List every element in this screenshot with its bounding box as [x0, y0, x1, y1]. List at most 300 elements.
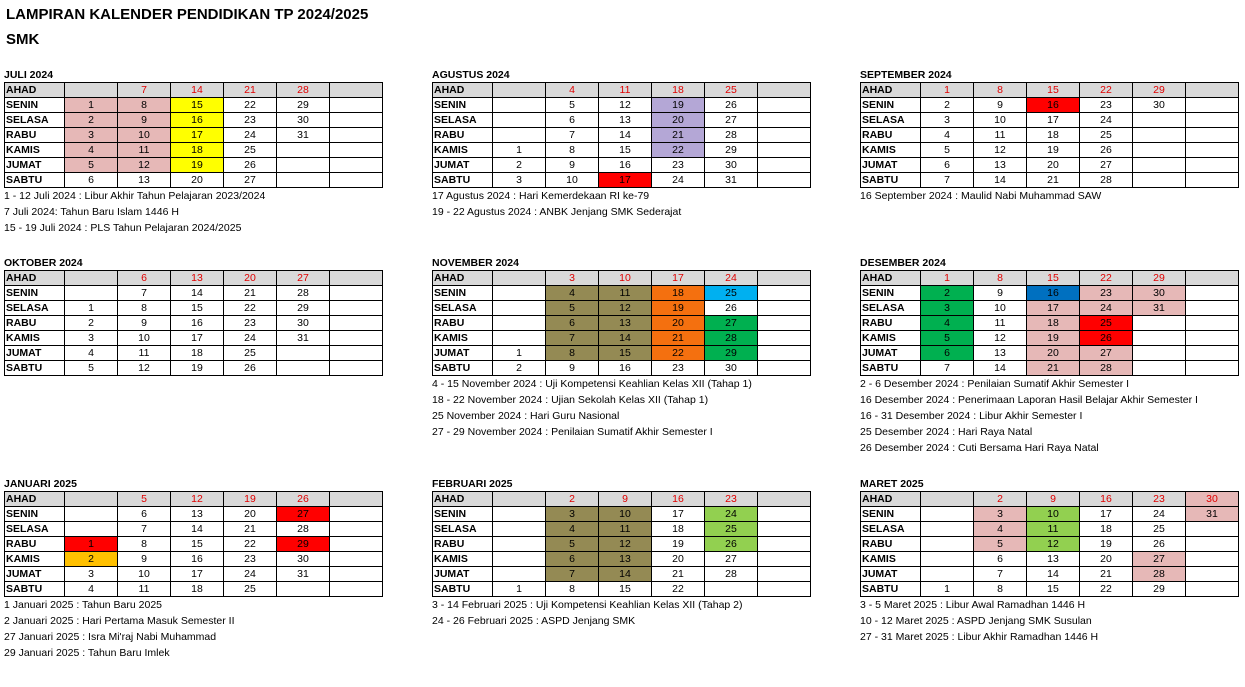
date-cell: 22 [652, 582, 705, 597]
date-cell: 28 [277, 83, 330, 98]
date-cell: 27 [705, 316, 758, 331]
date-cell: 18 [652, 83, 705, 98]
date-cell [758, 158, 811, 173]
date-cell [330, 537, 383, 552]
date-cell [277, 582, 330, 597]
date-cell: 30 [1186, 492, 1239, 507]
day-label: AHAD [5, 492, 65, 507]
date-cell: 17 [652, 271, 705, 286]
date-cell: 29 [277, 301, 330, 316]
day-row [861, 316, 1239, 331]
date-cell: 27 [224, 173, 277, 188]
date-cell: 24 [1133, 507, 1186, 522]
day-label: SELASA [861, 522, 921, 537]
date-cell: 10 [118, 128, 171, 143]
date-cell: 9 [118, 316, 171, 331]
date-cell [330, 158, 383, 173]
day-label: RABU [5, 128, 65, 143]
date-cell: 8 [974, 271, 1027, 286]
day-label: SABTU [5, 361, 65, 376]
day-label: RABU [5, 537, 65, 552]
month-table [432, 82, 811, 188]
note-item: 18 - 22 November 2024 : Ujian Sekolah Kelas XII (Tahap 1) [432, 394, 709, 406]
date-cell: 18 [171, 582, 224, 597]
day-label: SENIN [433, 286, 493, 301]
date-cell: 1 [65, 301, 118, 316]
date-cell [493, 98, 546, 113]
date-cell: 4 [546, 522, 599, 537]
date-cell: 25 [705, 522, 758, 537]
note-item: 25 November 2024 : Hari Guru Nasional [432, 410, 620, 422]
date-cell [758, 128, 811, 143]
date-cell [758, 331, 811, 346]
date-cell [1186, 582, 1239, 597]
date-cell: 29 [277, 537, 330, 552]
day-label: SELASA [433, 113, 493, 128]
date-cell: 1 [493, 582, 546, 597]
date-cell: 24 [1080, 113, 1133, 128]
date-cell [758, 522, 811, 537]
date-cell: 29 [705, 346, 758, 361]
date-cell: 9 [546, 158, 599, 173]
date-cell: 16 [1080, 492, 1133, 507]
day-label: RABU [861, 316, 921, 331]
date-cell: 26 [1080, 143, 1133, 158]
day-label: KAMIS [433, 143, 493, 158]
date-cell [1133, 113, 1186, 128]
date-cell: 22 [1080, 83, 1133, 98]
date-cell [1133, 361, 1186, 376]
date-cell [1133, 331, 1186, 346]
note-item: 1 Januari 2025 : Tahun Baru 2025 [4, 599, 163, 611]
note-item: 7 Juli 2024: Tahun Baru Islam 1446 H [4, 206, 179, 218]
day-row [433, 361, 811, 376]
note-item: 16 September 2024 : Maulid Nabi Muhammad SAW [860, 190, 1102, 202]
date-cell [65, 492, 118, 507]
day-row [5, 143, 383, 158]
date-cell: 10 [599, 271, 652, 286]
date-cell [1186, 271, 1239, 286]
date-cell: 11 [118, 346, 171, 361]
day-row [5, 361, 383, 376]
date-cell: 7 [921, 173, 974, 188]
date-cell: 12 [1027, 537, 1080, 552]
day-row [861, 346, 1239, 361]
date-cell: 11 [599, 522, 652, 537]
note-item: 2 Januari 2025 : Hari Pertama Masuk Semester II [4, 615, 235, 627]
date-cell: 21 [224, 522, 277, 537]
day-row [5, 316, 383, 331]
date-cell: 9 [118, 113, 171, 128]
date-cell: 7 [118, 83, 171, 98]
month-notes [860, 376, 1238, 456]
date-cell: 17 [652, 507, 705, 522]
date-cell: 18 [652, 522, 705, 537]
date-cell: 11 [974, 316, 1027, 331]
date-cell [758, 113, 811, 128]
date-cell [277, 173, 330, 188]
date-cell [65, 522, 118, 537]
day-row [5, 582, 383, 597]
date-cell: 23 [224, 316, 277, 331]
day-row [5, 128, 383, 143]
date-cell [493, 301, 546, 316]
date-cell: 19 [1027, 331, 1080, 346]
day-label: SENIN [5, 507, 65, 522]
month-block [4, 478, 382, 661]
date-cell: 26 [705, 98, 758, 113]
date-cell: 1 [921, 582, 974, 597]
date-cell: 19 [171, 361, 224, 376]
date-cell: 5 [546, 98, 599, 113]
date-cell: 10 [546, 173, 599, 188]
date-cell: 23 [224, 113, 277, 128]
day-label: KAMIS [433, 331, 493, 346]
month-notes [432, 376, 810, 440]
date-cell [921, 522, 974, 537]
day-row [433, 271, 811, 286]
date-cell: 22 [224, 98, 277, 113]
date-cell: 31 [277, 128, 330, 143]
day-row [433, 346, 811, 361]
note-item: 27 Januari 2025 : Isra Mi'raj Nabi Muhammad [4, 631, 217, 643]
month-title: NOVEMBER 2024 [432, 257, 519, 269]
date-cell: 20 [652, 113, 705, 128]
date-cell: 25 [224, 346, 277, 361]
date-cell: 8 [546, 143, 599, 158]
date-cell: 27 [705, 552, 758, 567]
date-cell: 20 [1027, 158, 1080, 173]
date-cell: 2 [65, 113, 118, 128]
date-cell [921, 507, 974, 522]
date-cell [758, 507, 811, 522]
date-cell: 17 [171, 331, 224, 346]
day-row [5, 301, 383, 316]
date-cell: 21 [652, 331, 705, 346]
date-cell [330, 143, 383, 158]
date-cell [330, 271, 383, 286]
date-cell [758, 316, 811, 331]
date-cell: 18 [1027, 316, 1080, 331]
date-cell: 7 [546, 567, 599, 582]
date-cell [1186, 98, 1239, 113]
date-cell: 2 [974, 492, 1027, 507]
date-cell: 19 [652, 98, 705, 113]
day-row [5, 552, 383, 567]
day-label: RABU [433, 537, 493, 552]
date-cell: 13 [599, 113, 652, 128]
date-cell: 6 [921, 346, 974, 361]
date-cell: 17 [1080, 507, 1133, 522]
date-cell: 22 [224, 537, 277, 552]
date-cell [330, 173, 383, 188]
date-cell: 12 [171, 492, 224, 507]
date-cell [1186, 113, 1239, 128]
date-cell: 10 [974, 113, 1027, 128]
date-cell: 6 [546, 316, 599, 331]
date-cell: 21 [224, 286, 277, 301]
date-cell: 31 [277, 567, 330, 582]
date-cell: 15 [1027, 271, 1080, 286]
day-row [433, 492, 811, 507]
day-row [861, 582, 1239, 597]
day-row [433, 128, 811, 143]
day-label: KAMIS [5, 552, 65, 567]
day-row [861, 567, 1239, 582]
date-cell: 23 [1080, 98, 1133, 113]
date-cell [1186, 331, 1239, 346]
day-label: SELASA [433, 301, 493, 316]
date-cell: 5 [921, 143, 974, 158]
date-cell [330, 128, 383, 143]
note-item: 2 - 6 Desember 2024 : Penilaian Sumatif Akhir Semester I [860, 378, 1130, 390]
date-cell [493, 492, 546, 507]
date-cell: 20 [224, 507, 277, 522]
date-cell: 14 [171, 83, 224, 98]
day-row [861, 113, 1239, 128]
date-cell: 13 [171, 271, 224, 286]
date-cell: 20 [224, 271, 277, 286]
date-cell: 31 [1186, 507, 1239, 522]
date-cell [330, 507, 383, 522]
day-label: JUMAT [433, 346, 493, 361]
date-cell: 18 [1080, 522, 1133, 537]
month-title: OKTOBER 2024 [4, 257, 83, 269]
date-cell [1186, 361, 1239, 376]
date-cell: 8 [974, 582, 1027, 597]
month-title: FEBRUARI 2025 [432, 478, 513, 490]
note-item: 3 - 5 Maret 2025 : Libur Awal Ramadhan 1446 H [860, 599, 1086, 611]
day-row [861, 143, 1239, 158]
day-label: SENIN [5, 98, 65, 113]
date-cell [758, 537, 811, 552]
date-cell: 27 [1080, 346, 1133, 361]
page-title: LAMPIRAN KALENDER PENDIDIKAN TP 2024/2025 [6, 6, 369, 23]
date-cell: 29 [1133, 582, 1186, 597]
day-row [5, 522, 383, 537]
date-cell: 6 [65, 173, 118, 188]
month-title: JANUARI 2025 [4, 478, 77, 490]
day-label: JUMAT [861, 346, 921, 361]
month-table [432, 270, 811, 376]
day-row [5, 271, 383, 286]
date-cell: 24 [1080, 301, 1133, 316]
date-cell: 21 [652, 128, 705, 143]
date-cell: 4 [65, 346, 118, 361]
date-cell: 7 [546, 331, 599, 346]
date-cell [330, 113, 383, 128]
date-cell: 23 [1080, 286, 1133, 301]
month-title: JULI 2024 [4, 69, 54, 81]
day-row [861, 83, 1239, 98]
date-cell [1186, 128, 1239, 143]
day-label: KAMIS [5, 331, 65, 346]
date-cell: 3 [974, 507, 1027, 522]
date-cell: 7 [921, 361, 974, 376]
date-cell: 30 [705, 361, 758, 376]
date-cell: 16 [599, 361, 652, 376]
date-cell: 12 [599, 301, 652, 316]
note-item: 15 - 19 Juli 2024 : PLS Tahun Pelajaran 2024/2025 [4, 222, 242, 234]
date-cell: 6 [974, 552, 1027, 567]
day-row [433, 113, 811, 128]
date-cell: 30 [277, 113, 330, 128]
date-cell: 24 [705, 507, 758, 522]
date-cell: 28 [705, 331, 758, 346]
date-cell: 30 [1133, 98, 1186, 113]
note-item: 25 Desember 2024 : Hari Raya Natal [860, 426, 1033, 438]
date-cell: 30 [277, 552, 330, 567]
day-label: RABU [861, 128, 921, 143]
date-cell [277, 143, 330, 158]
date-cell [1186, 158, 1239, 173]
date-cell: 28 [277, 522, 330, 537]
date-cell: 20 [652, 316, 705, 331]
date-cell: 16 [171, 552, 224, 567]
date-cell: 16 [171, 113, 224, 128]
day-row [433, 143, 811, 158]
date-cell: 11 [599, 83, 652, 98]
date-cell: 5 [546, 301, 599, 316]
date-cell: 22 [1080, 582, 1133, 597]
date-cell: 14 [171, 522, 224, 537]
date-cell [758, 98, 811, 113]
date-cell [921, 552, 974, 567]
date-cell: 27 [1080, 158, 1133, 173]
date-cell [330, 346, 383, 361]
date-cell: 14 [599, 331, 652, 346]
day-row [861, 158, 1239, 173]
day-label: SENIN [433, 507, 493, 522]
date-cell: 21 [224, 83, 277, 98]
date-cell: 16 [1027, 286, 1080, 301]
date-cell [493, 552, 546, 567]
date-cell: 23 [705, 492, 758, 507]
date-cell: 4 [65, 582, 118, 597]
date-cell: 29 [705, 143, 758, 158]
date-cell: 1 [493, 143, 546, 158]
date-cell: 4 [65, 143, 118, 158]
day-row [861, 492, 1239, 507]
day-row [861, 301, 1239, 316]
date-cell: 6 [118, 507, 171, 522]
date-cell [1186, 316, 1239, 331]
date-cell: 24 [224, 567, 277, 582]
day-row [5, 507, 383, 522]
day-row [5, 331, 383, 346]
date-cell [65, 271, 118, 286]
note-item: 16 - 31 Desember 2024 : Libur Akhir Semester I [860, 410, 1083, 422]
date-cell: 6 [118, 271, 171, 286]
month-block [432, 69, 810, 220]
date-cell: 25 [705, 286, 758, 301]
date-cell: 30 [1133, 286, 1186, 301]
date-cell [758, 552, 811, 567]
date-cell [1186, 567, 1239, 582]
day-label: SELASA [5, 301, 65, 316]
day-row [433, 582, 811, 597]
month-notes [432, 597, 810, 629]
date-cell [758, 582, 811, 597]
day-label: SENIN [861, 98, 921, 113]
date-cell: 2 [546, 492, 599, 507]
date-cell [493, 271, 546, 286]
day-label: SABTU [433, 361, 493, 376]
date-cell: 12 [974, 331, 1027, 346]
date-cell: 6 [921, 158, 974, 173]
date-cell [277, 361, 330, 376]
day-row [861, 286, 1239, 301]
month-table [4, 82, 383, 188]
date-cell: 10 [118, 331, 171, 346]
date-cell: 27 [1133, 552, 1186, 567]
date-cell: 15 [171, 301, 224, 316]
date-cell: 19 [1027, 143, 1080, 158]
day-label: AHAD [861, 271, 921, 286]
month-block [4, 69, 382, 236]
day-row [433, 286, 811, 301]
date-cell: 5 [65, 361, 118, 376]
date-cell [1186, 346, 1239, 361]
month-block [432, 257, 810, 440]
note-item: 17 Agustus 2024 : Hari Kemerdekaan RI ke-79 [432, 190, 650, 202]
day-row [861, 552, 1239, 567]
date-cell: 29 [277, 98, 330, 113]
note-item: 10 - 12 Maret 2025 : ASPD Jenjang SMK Susulan [860, 615, 1092, 627]
date-cell [493, 128, 546, 143]
day-label: KAMIS [861, 143, 921, 158]
date-cell: 16 [1027, 98, 1080, 113]
date-cell: 21 [1027, 361, 1080, 376]
date-cell: 3 [546, 507, 599, 522]
day-label: SELASA [433, 522, 493, 537]
note-item: 3 - 14 Februari 2025 : Uji Kompetensi Keahlian Kelas XII (Tahap 2) [432, 599, 743, 611]
date-cell [1186, 83, 1239, 98]
date-cell: 8 [118, 301, 171, 316]
date-cell: 20 [1027, 346, 1080, 361]
date-cell: 25 [705, 83, 758, 98]
date-cell: 15 [171, 537, 224, 552]
date-cell [493, 83, 546, 98]
day-label: JUMAT [861, 158, 921, 173]
date-cell: 14 [599, 567, 652, 582]
month-block [860, 257, 1238, 456]
date-cell: 20 [171, 173, 224, 188]
month-table [4, 491, 383, 597]
date-cell: 31 [277, 331, 330, 346]
date-cell [1186, 301, 1239, 316]
date-cell: 9 [1027, 492, 1080, 507]
day-label: SABTU [5, 173, 65, 188]
date-cell: 20 [652, 552, 705, 567]
date-cell [758, 492, 811, 507]
date-cell [330, 83, 383, 98]
date-cell [1186, 286, 1239, 301]
day-label: SENIN [861, 507, 921, 522]
month-table [4, 270, 383, 376]
date-cell [330, 492, 383, 507]
date-cell: 29 [1133, 271, 1186, 286]
date-cell: 4 [921, 316, 974, 331]
note-item: 1 - 12 Juli 2024 : Libur Akhir Tahun Pelajaran 2023/2024 [4, 190, 266, 202]
date-cell: 10 [118, 567, 171, 582]
date-cell: 28 [1080, 173, 1133, 188]
date-cell [65, 507, 118, 522]
date-cell: 21 [1027, 173, 1080, 188]
date-cell: 19 [171, 158, 224, 173]
date-cell: 10 [974, 301, 1027, 316]
date-cell [1133, 173, 1186, 188]
